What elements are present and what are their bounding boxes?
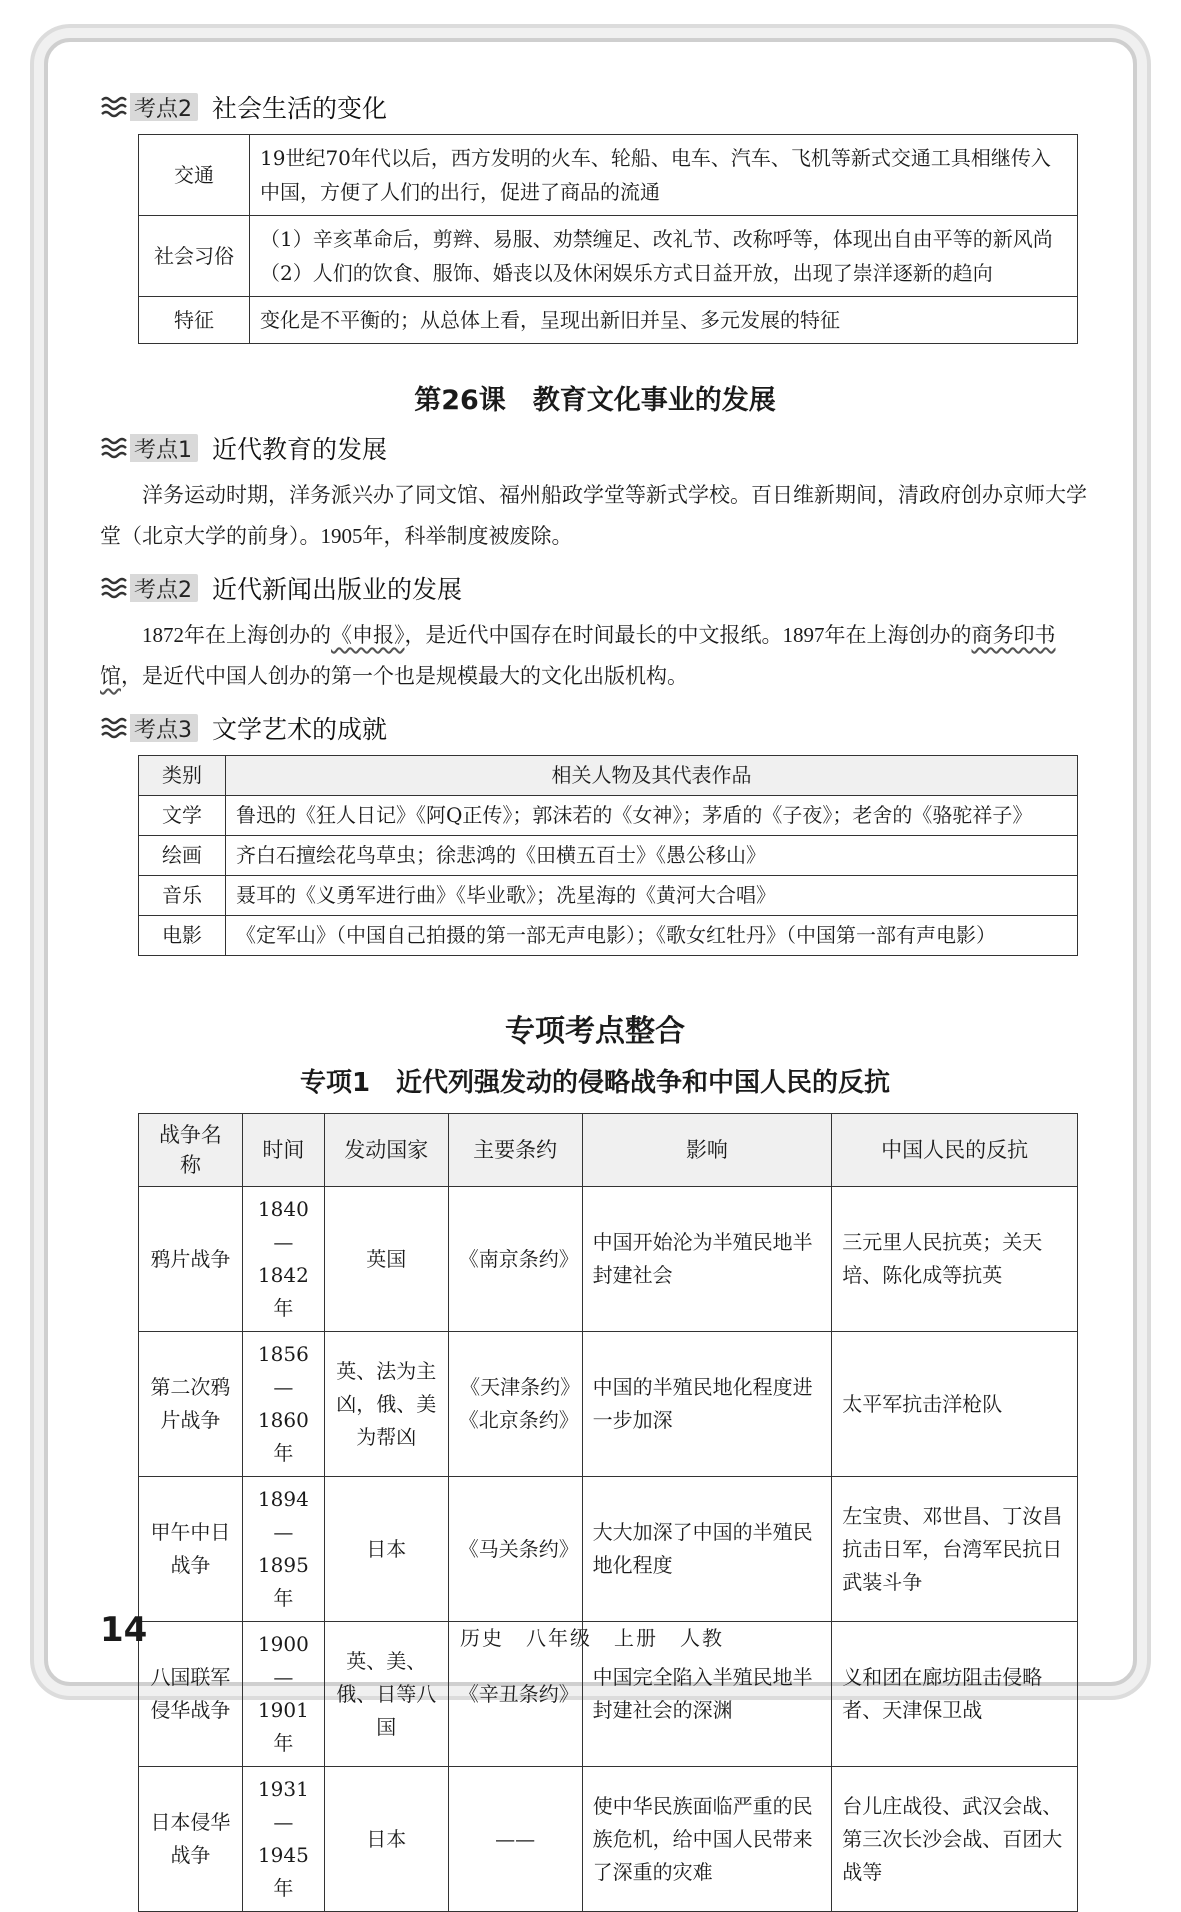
war-treaty-cell: 《天津条约》《北京条约》: [448, 1332, 582, 1477]
table-row: [139, 216, 1078, 297]
section-header: [100, 711, 1090, 745]
works-cell: 聂耳的《义勇军进行曲》《毕业歌》；冼星海的《黄河大合唱》: [226, 876, 1078, 916]
text-run: 1872年在上海创办的: [142, 623, 331, 647]
war-country-cell: 日本: [324, 1477, 448, 1622]
tag-label: 考点3: [134, 717, 192, 743]
war-impact-cell: 中国的半殖民地化程度进一步加深: [582, 1332, 832, 1477]
category-cell: 电影: [139, 916, 226, 956]
content-line: （2）人们的饮食、服饰、婚丧以及休闲娱乐方式日益开放，出现了崇洋逐新的趋向: [260, 261, 993, 285]
table-row: [139, 796, 1078, 836]
section-header: [100, 431, 1090, 465]
kaodian-tag: [100, 93, 198, 121]
special-subtitle: 专项1 近代列强发动的侵略战争和中国人民的反抗: [299, 1068, 891, 1098]
table-row: [139, 1332, 1078, 1477]
paragraph: [100, 615, 1090, 697]
row-content: [250, 216, 1078, 297]
war-treaty-cell: ——: [448, 1767, 582, 1912]
war-country-cell: 日本: [324, 1767, 448, 1912]
kaodian-tag: [100, 434, 198, 462]
war-resist-cell: 太平军抗击洋枪队: [832, 1332, 1078, 1477]
row-content: 19世纪70年代以后，西方发明的火车、轮船、电车、汽车、飞机等新式交通工具相继传入中国，方便了人们的出行，促进了商品的流通: [250, 135, 1078, 216]
war-name-cell: 八国联军侵华战争: [139, 1622, 243, 1767]
row-label: 特征: [139, 297, 250, 344]
column-header: 中国人民的反抗: [832, 1114, 1078, 1187]
section-header: [100, 90, 1090, 124]
war-resist-cell: 义和团在廊坊阻击侵略者、天津保卫战: [832, 1622, 1078, 1767]
tag-label: 考点2: [134, 96, 192, 122]
table-row: [139, 916, 1078, 956]
column-header: 主要条约: [448, 1114, 582, 1187]
waves-icon: [100, 574, 130, 602]
table-row: [139, 876, 1078, 916]
tag-label: 考点2: [134, 577, 192, 603]
category-cell: 音乐: [139, 876, 226, 916]
war-country-cell: 英国: [324, 1187, 448, 1332]
waves-icon: [100, 93, 130, 121]
war-impact-cell: 使中华民族面临严重的民族危机，给中国人民带来了深重的灾难: [582, 1767, 832, 1912]
column-header: 时间: [242, 1114, 324, 1187]
war-country-cell: 英、法为主凶，俄、美为帮凶: [324, 1332, 448, 1477]
category-cell: 绘画: [139, 836, 226, 876]
table-row: [139, 297, 1078, 344]
row-label: 交通: [139, 135, 250, 216]
waves-icon: [100, 714, 130, 742]
column-header: 发动国家: [324, 1114, 448, 1187]
page-number: 14: [100, 1610, 148, 1650]
war-time-cell: 1931—1945年: [242, 1767, 324, 1912]
content-line: （1）辛亥革命后，剪辫、易服、劝禁缠足、改礼节、改称呼等，体现出自由平等的新风尚: [260, 227, 1053, 251]
war-time-cell: 1856—1860年: [242, 1332, 324, 1477]
column-header: 影响: [582, 1114, 832, 1187]
war-impact-cell: 大大加深了中国的半殖民地化程度: [582, 1477, 832, 1622]
war-country-cell: 英、美、俄、日等八国: [324, 1622, 448, 1767]
war-time-cell: 1900—1901年: [242, 1622, 324, 1767]
table-row: [139, 135, 1078, 216]
table-row: [139, 836, 1078, 876]
text-run: ，是近代中国存在时间最长的中文报纸。1897年在上海创办的: [404, 623, 972, 647]
section-title: 近代新闻出版业的发展: [212, 575, 463, 604]
section-title: 社会生活的变化: [212, 94, 388, 123]
category-cell: 文学: [139, 796, 226, 836]
war-treaty-cell: 《辛丑条约》: [448, 1622, 582, 1767]
table-header-row: [139, 1114, 1078, 1187]
footer-text: 历史 八年级 上册 人教: [460, 1626, 724, 1650]
table-header-row: [139, 756, 1078, 796]
section-title: 近代教育的发展: [212, 435, 388, 464]
war-table: [138, 1113, 1078, 1912]
kaodian-tag: [100, 714, 198, 742]
table-row: [139, 1767, 1078, 1912]
kaodian-tag: [100, 574, 198, 602]
emphasis-text: 商务印书馆: [100, 623, 1056, 688]
waves-icon: [100, 434, 130, 462]
war-name-cell: 日本侵华战争: [139, 1767, 243, 1912]
row-label: 社会习俗: [139, 216, 250, 297]
page-footer: [100, 1610, 1090, 1660]
works-cell: 齐白石擅绘花鸟草虫；徐悲鸿的《田横五百士》《愚公移山》: [226, 836, 1078, 876]
column-header: 相关人物及其代表作品: [226, 756, 1078, 796]
tag-label: 考点1: [134, 437, 192, 463]
section-header: [100, 571, 1090, 605]
lesson-title: 第26课 教育文化事业的发展: [414, 385, 776, 416]
row-content: 变化是不平衡的；从总体上看，呈现出新旧并呈、多元发展的特征: [250, 297, 1078, 344]
emphasis-text: 《申报》: [331, 623, 405, 647]
works-cell: 《定军山》（中国自己拍摄的第一部无声电影）；《歌女红牡丹》（中国第一部有声电影）: [226, 916, 1078, 956]
works-cell: 鲁迅的《狂人日记》《阿Q正传》；郭沫若的《女神》；茅盾的《子夜》；老舍的《骆驼祥子》: [226, 796, 1078, 836]
war-name-cell: 甲午中日战争: [139, 1477, 243, 1622]
war-impact-cell: 中国开始沦为半殖民地半封建社会: [582, 1187, 832, 1332]
section-title: 文学艺术的成就: [212, 715, 388, 744]
special-title: 专项考点整合: [505, 1014, 685, 1049]
war-name-cell: 第二次鸦片战争: [139, 1332, 243, 1477]
column-header: 战争名称: [139, 1114, 243, 1187]
table-row: [139, 1187, 1078, 1332]
column-header: 类别: [139, 756, 226, 796]
table-row: [139, 1477, 1078, 1622]
war-resist-cell: 台儿庄战役、武汉会战、第三次长沙会战、百团大战等: [832, 1767, 1078, 1912]
war-resist-cell: 左宝贵、邓世昌、丁汝昌抗击日军，台湾军民抗日武装斗争: [832, 1477, 1078, 1622]
war-name-cell: 鸦片战争: [139, 1187, 243, 1332]
war-impact-cell: 中国完全陷入半殖民地半封建社会的深渊: [582, 1622, 832, 1767]
text-run: ，是近代中国人创办的第一个也是规模最大的文化出版机构。: [121, 664, 688, 688]
war-treaty-cell: 《南京条约》: [448, 1187, 582, 1332]
social-life-table: [138, 134, 1078, 344]
war-resist-cell: 三元里人民抗英；关天培、陈化成等抗英: [832, 1187, 1078, 1332]
art-table: [138, 755, 1078, 956]
war-time-cell: 1840—1842年: [242, 1187, 324, 1332]
paragraph: 洋务运动时期，洋务派兴办了同文馆、福州船政学堂等新式学校。百日维新期间，清政府创办京师大学堂（北京大学的前身）。1905年，科举制度被废除。: [100, 483, 1087, 548]
war-time-cell: 1894—1895年: [242, 1477, 324, 1622]
war-treaty-cell: 《马关条约》: [448, 1477, 582, 1622]
